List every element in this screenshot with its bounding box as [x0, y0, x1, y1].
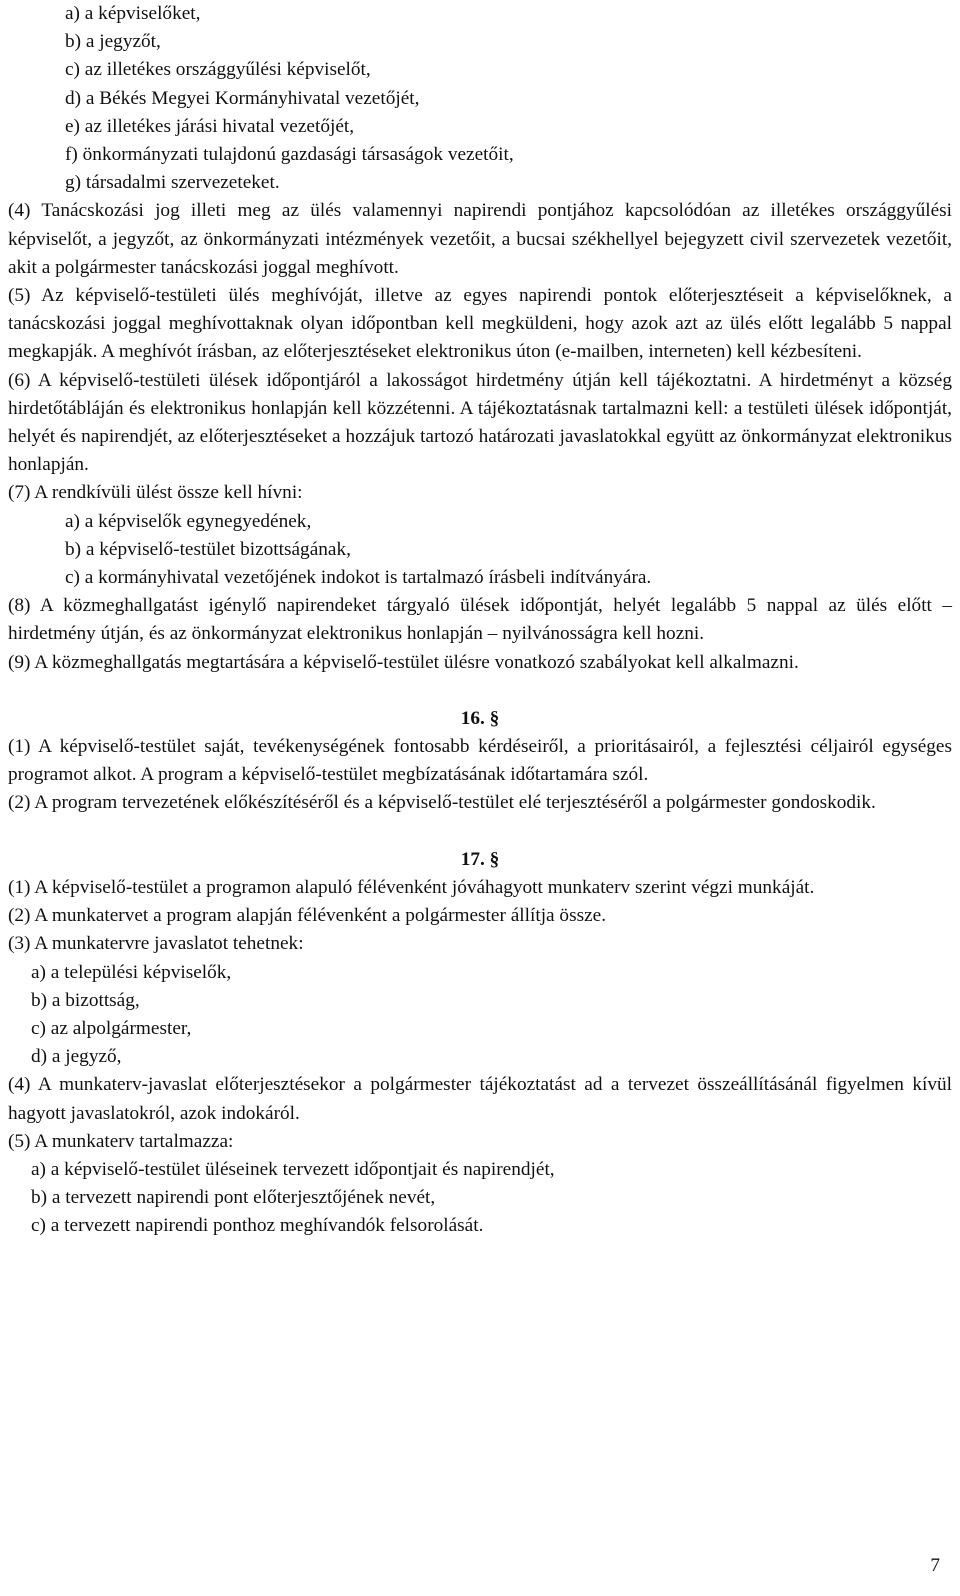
paragraph-8: (8) A közmeghallgatást igénylő napirendeket tárgyaló ülések időpontját, helyét legalább 5 nappal az ülés előtt – hirdetmény útján, és az önkormányzat elektronikus honlapján – nyilvánosságra kell hozni.: [8, 595, 952, 645]
paragraph-9: (9) A közmeghallgatás megtartására a képviselő-testület ülésre vonatkozó szabályokat kell alkalmazni.: [8, 651, 799, 673]
paragraph-4: (4) Tanácskozási jog illeti meg az ülés valamennyi napirendi pontjához kapcsolódóan az illetékes országgyűlési képviselőt, a jegyzőt, az önkormányzati intézmények vezetőit, a bucsai székhellyel bejegyzett civil szervezetek vezetőit, akit a polgármester tanácskozási joggal meghívott.: [8, 200, 952, 278]
list-item: g) társadalmi szervezeteket.: [65, 172, 280, 194]
section-17-title: 17. §: [460, 848, 500, 870]
page-number: 7: [930, 1555, 940, 1576]
list-item: a) a képviselő-testület üléseinek tervezett időpontjait és napirendjét,: [31, 1158, 555, 1180]
document-page: [8, 0, 952, 1241]
section-17-paragraph-5: (5) A munkaterv tartalmazza:: [8, 1130, 234, 1152]
section-17-paragraph-3: (3) A munkatervre javaslatot tehetnek:: [8, 933, 304, 955]
list-item: b) a jegyzőt,: [65, 31, 161, 53]
list-item: a) a képviselők egynegyedének,: [65, 510, 312, 532]
list-item: d) a jegyző,: [31, 1046, 122, 1068]
section-16-paragraph-2: (2) A program tervezetének előkészítéséről és a képviselő-testület elé terjesztéséről a polgármester gondoskodik.: [8, 792, 876, 814]
list-item: e) az illetékes járási hivatal vezetőjét,: [65, 115, 355, 137]
list-item: c) az illetékes országgyűlési képviselőt,: [65, 59, 371, 81]
list-item: f) önkormányzati tulajdonú gazdasági társaságok vezetőit,: [65, 144, 514, 166]
section-16-title: 16. §: [460, 707, 500, 729]
list-item: c) az alpolgármester,: [31, 1017, 192, 1039]
list-item: b) a bizottság,: [31, 989, 140, 1011]
paragraph-5: (5) Az képviselő-testületi ülés meghívóját, illetve az egyes napirendi pontok előterjesztéseit a képviselőknek, a tanácskozási joggal meghívottaknak olyan időpontban kell megküldeni, hogy azok azt az ülés előtt legalább 5 nappal megkapják. A meghívót írásban, az előterjesztéseket elektronikus úton (e-mailben, interneten) kell kézbesíteni.: [8, 285, 952, 363]
list-item: a) a képviselőket,: [65, 3, 201, 24]
list-item: c) a kormányhivatal vezetőjének indokot is tartalmazó írásbeli indítványára.: [65, 567, 652, 589]
paragraph-6: (6) A képviselő-testületi ülések időpontjáról a lakosságot hirdetmény útján kell tájékoztatni. A hirdetményt a község hirdetőtábláján és elektronikus honlapján kell közzétenni. A tájékoztatásnak tartalmazni kell: a testületi ülések időpontját, helyét és napirendjét, az előterjesztéseket a hozzájuk tartozó határozati javaslatokkal együtt az önkormányzat elektronikus honlapján.: [8, 369, 952, 476]
section-17-paragraph-2: (2) A munkatervet a program alapján félévenként a polgármester állítja össze.: [8, 905, 607, 927]
section-17-paragraph-4: (4) A munkaterv-javaslat előterjesztésekor a polgármester tájékoztatást ad a tervezet összeállításánál figyelmen kívül hagyott javaslatokról, azok indokáról.: [8, 1074, 952, 1124]
list-item: d) a Békés Megyei Kormányhivatal vezetőjét,: [65, 87, 420, 109]
list-item: b) a tervezett napirendi pont előterjesztőjének nevét,: [31, 1187, 436, 1209]
list-item: b) a képviselő-testület bizottságának,: [65, 538, 351, 560]
section-16-paragraph-1: (1) A képviselő-testület saját, tevékenységének fontosabb kérdéseiről, a prioritásairól, a fejlesztési céljairól egységes programot alkot. A program a képviselő-testület megbízatásának időtartamára szól.: [8, 736, 952, 786]
paragraph-7: (7) A rendkívüli ülést össze kell hívni:: [8, 482, 303, 504]
section-17-paragraph-1: (1) A képviselő-testület a programon alapuló félévenként jóváhagyott munkaterv szerint végzi munkáját.: [8, 876, 815, 898]
list-item: c) a tervezett napirendi ponthoz meghívandók felsorolását.: [31, 1215, 484, 1237]
list-item: a) a települési képviselők,: [31, 961, 232, 983]
